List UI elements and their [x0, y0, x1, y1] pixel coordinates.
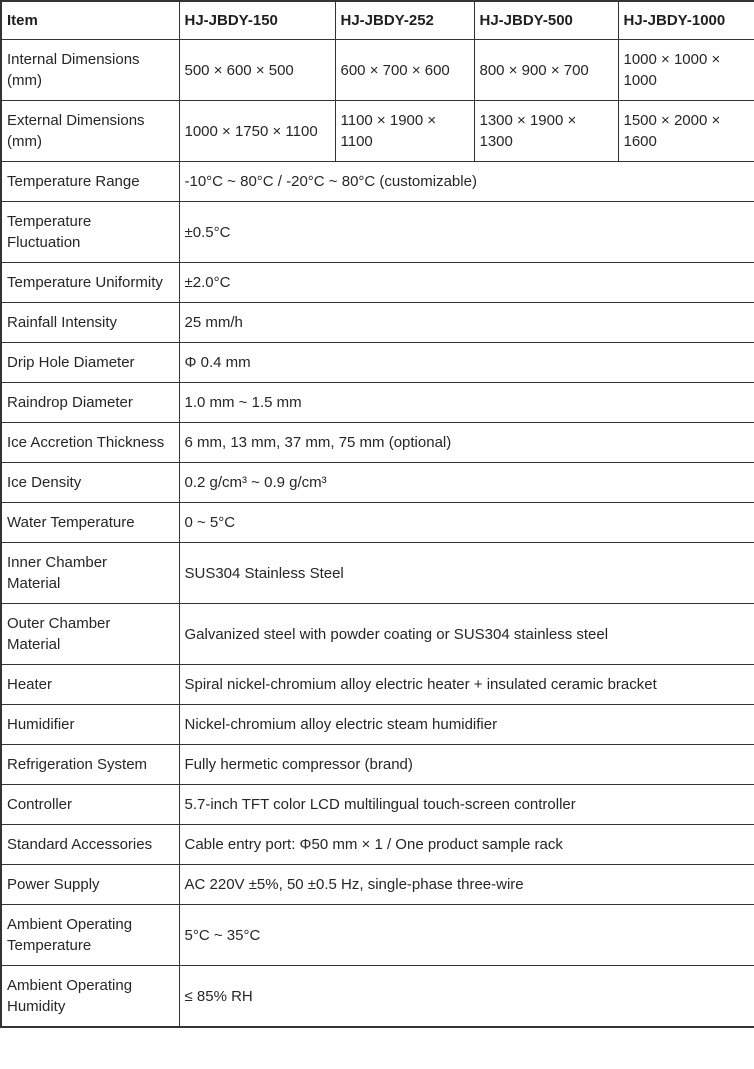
- row-label: Ice Accretion Thickness: [1, 423, 179, 463]
- row-label: Standard Accessories: [1, 825, 179, 865]
- row-label: Refrigeration System: [1, 745, 179, 785]
- row-label: External Dimensions (mm): [1, 101, 179, 162]
- row-label: Ambient Operating Humidity: [1, 966, 179, 1028]
- col-header-model: HJ-JBDY-150: [179, 1, 335, 40]
- row-value: 6 mm, 13 mm, 37 mm, 75 mm (optional): [179, 423, 754, 463]
- row-label: Controller: [1, 785, 179, 825]
- row-label: Power Supply: [1, 865, 179, 905]
- row-value: 1100 × 1900 × 1100: [335, 101, 474, 162]
- table-row: [1, 263, 754, 303]
- row-value: 5.7-inch TFT color LCD multilingual touch-screen controller: [179, 785, 754, 825]
- row-value: 1.0 mm ~ 1.5 mm: [179, 383, 754, 423]
- table-row: [1, 543, 754, 604]
- row-label: Temperature Fluctuation: [1, 202, 179, 263]
- row-label: Humidifier: [1, 705, 179, 745]
- row-value: 0 ~ 5°C: [179, 503, 754, 543]
- row-label: Inner Chamber Material: [1, 543, 179, 604]
- table-row: [1, 705, 754, 745]
- table-row: [1, 503, 754, 543]
- table-row: [1, 745, 754, 785]
- table-row: [1, 463, 754, 503]
- row-label: Ice Density: [1, 463, 179, 503]
- row-value: Galvanized steel with powder coating or SUS304 stainless steel: [179, 604, 754, 665]
- row-value: 1500 × 2000 × 1600: [618, 101, 754, 162]
- row-label: Heater: [1, 665, 179, 705]
- table-row: [1, 966, 754, 1028]
- table-row: [1, 40, 754, 101]
- row-label: Drip Hole Diameter: [1, 343, 179, 383]
- col-header-item: Item: [1, 1, 179, 40]
- row-label: Ambient Operating Temperature: [1, 905, 179, 966]
- row-value: 5°C ~ 35°C: [179, 905, 754, 966]
- table-row: [1, 423, 754, 463]
- table-row: [1, 665, 754, 705]
- row-value: AC 220V ±5%, 50 ±0.5 Hz, single-phase three-wire: [179, 865, 754, 905]
- table-row: [1, 303, 754, 343]
- row-label: Rainfall Intensity: [1, 303, 179, 343]
- row-label: Temperature Range: [1, 162, 179, 202]
- row-value: 0.2 g/cm³ ~ 0.9 g/cm³: [179, 463, 754, 503]
- row-value: Nickel-chromium alloy electric steam humidifier: [179, 705, 754, 745]
- row-value: 1300 × 1900 × 1300: [474, 101, 618, 162]
- row-value: 500 × 600 × 500: [179, 40, 335, 101]
- row-label: Raindrop Diameter: [1, 383, 179, 423]
- row-value: 600 × 700 × 600: [335, 40, 474, 101]
- row-label: Outer Chamber Material: [1, 604, 179, 665]
- row-value: 800 × 900 × 700: [474, 40, 618, 101]
- row-value: 1000 × 1000 × 1000: [618, 40, 754, 101]
- col-header-model: HJ-JBDY-1000: [618, 1, 754, 40]
- table-row: [1, 825, 754, 865]
- table-row: [1, 162, 754, 202]
- row-label: Temperature Uniformity: [1, 263, 179, 303]
- row-value: ±0.5°C: [179, 202, 754, 263]
- row-value: -10°C ~ 80°C / -20°C ~ 80°C (customizable): [179, 162, 754, 202]
- row-value: 25 mm/h: [179, 303, 754, 343]
- row-value: Cable entry port: Φ50 mm × 1 / One product sample rack: [179, 825, 754, 865]
- row-value: SUS304 Stainless Steel: [179, 543, 754, 604]
- table-row: [1, 383, 754, 423]
- table-row: [1, 343, 754, 383]
- table-row: [1, 101, 754, 162]
- table-row: [1, 905, 754, 966]
- row-value: Φ 0.4 mm: [179, 343, 754, 383]
- table-row: [1, 202, 754, 263]
- col-header-model: HJ-JBDY-500: [474, 1, 618, 40]
- row-label: Internal Dimensions (mm): [1, 40, 179, 101]
- row-value: ≤ 85% RH: [179, 966, 754, 1028]
- table-row: [1, 785, 754, 825]
- col-header-model: HJ-JBDY-252: [335, 1, 474, 40]
- row-value: 1000 × 1750 × 1100: [179, 101, 335, 162]
- header-row: [1, 1, 754, 40]
- row-value: Fully hermetic compressor (brand): [179, 745, 754, 785]
- row-value: Spiral nickel-chromium alloy electric heater + insulated ceramic bracket: [179, 665, 754, 705]
- row-label: Water Temperature: [1, 503, 179, 543]
- spec-table-body: [1, 40, 754, 1028]
- row-value: ±2.0°C: [179, 263, 754, 303]
- table-row: [1, 865, 754, 905]
- table-row: [1, 604, 754, 665]
